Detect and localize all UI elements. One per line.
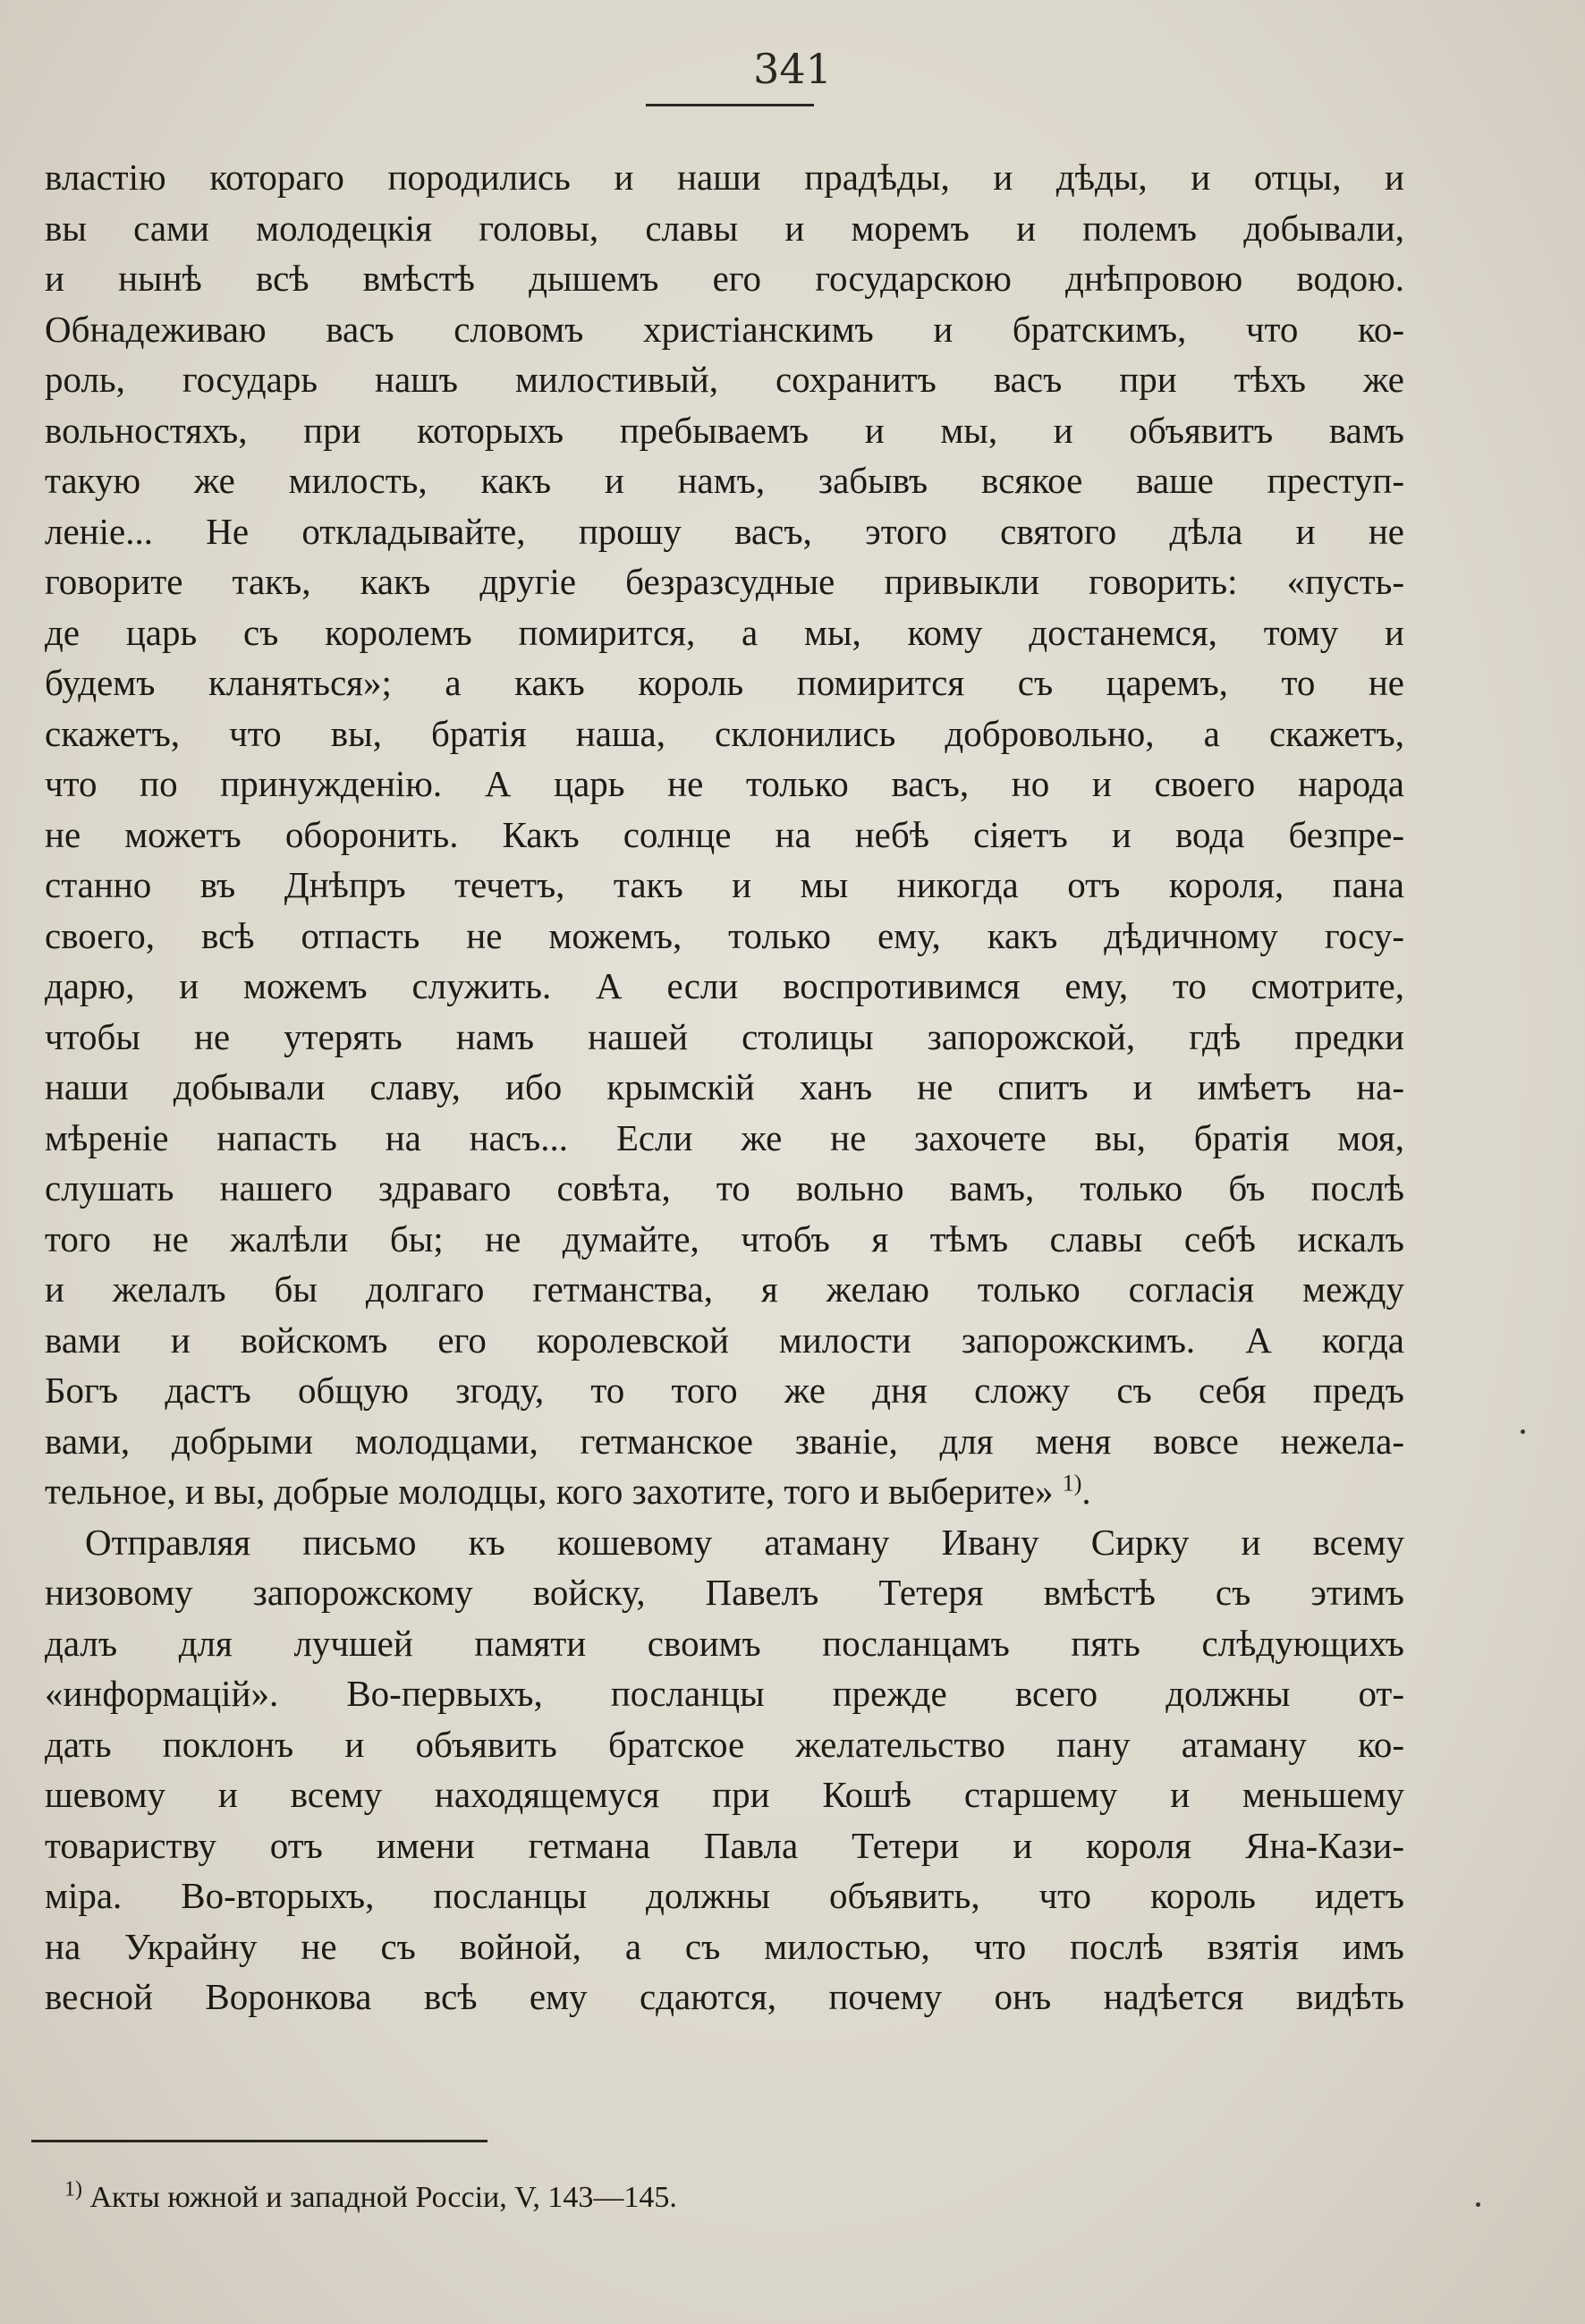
text-line: наши добывали славу, ибо крымскій ханъ не спитъ и имѣетъ на- <box>45 1066 1404 1107</box>
text-line: низовому запорожскому войску, Павелъ Тетеря вмѣстѣ съ этимъ <box>45 1572 1404 1613</box>
text-line: мѣреніе напасть на насъ... Если же не захочете вы, братія моя, <box>45 1116 1404 1158</box>
text-line: и нынѣ всѣ вмѣстѣ дышемъ его государскою днѣпровою водою. <box>45 258 1404 299</box>
text-line: скажетъ, что вы, братія наша, склонились добровольно, а скажетъ, <box>45 712 1404 754</box>
text-line: слушать нашего здраваго совѣта, то вольно вамъ, только бъ послѣ <box>45 1167 1404 1209</box>
text-line: вами, добрыми молодцами, гетманское званіе, для меня вовсе нежела- <box>45 1420 1404 1462</box>
text-line: станно въ Днѣпръ течетъ, такъ и мы никогда отъ короля, пана <box>45 864 1404 905</box>
text-line: не можетъ оборонить. Какъ солнце на небѣ сіяетъ и вода безпре- <box>45 813 1404 855</box>
footnote-rule <box>31 2140 487 2142</box>
text-line-content: тельное, и вы, добрые молодцы, кого захотите, того и выберите» <box>45 1471 1054 1512</box>
text-line: де царь съ королемъ помирится, а мы, кому достанемся, тому и <box>45 611 1404 653</box>
text-line: вами и войскомъ его королевской милости запорожскимъ. А когда <box>45 1319 1404 1361</box>
text-line: Обнадеживаю васъ словомъ христіанскимъ и братскимъ, что ко- <box>45 308 1404 350</box>
body-text <box>45 152 1404 2023</box>
text-line: далъ для лучшей памяти своимъ посланцамъ пять слѣдующихъ <box>45 1622 1404 1664</box>
text-line: шевому и всему находящемуся при Кошѣ старшему и меньшему <box>45 1774 1404 1815</box>
footnote-reference[interactable]: 1) <box>1062 1470 1082 1497</box>
closing-period: . <box>1081 1471 1091 1512</box>
text-line: властію котораго породились и наши прадѣды, и дѣды, и отцы, и <box>45 157 1404 198</box>
text-line: весной Воронкова всѣ ему сдаются, почему онъ надѣется видѣть <box>45 1976 1404 2017</box>
text-line: вольностяхъ, при которыхъ пребываемъ и мы, и объявитъ вамъ <box>45 409 1404 451</box>
text-line-paragraph-start: Отправляя письмо къ кошевому атаману Ивану Сирку и всему <box>85 1521 1404 1563</box>
text-line: что по принужденію. А царь не только васъ, но и своего народа <box>45 763 1404 804</box>
text-line: вы сами молодецкія головы, славы и моремъ и полемъ добывали, <box>45 207 1404 249</box>
text-line: леніе... Не откладывайте, прошу васъ, этого святого дѣла и не <box>45 510 1404 552</box>
text-line: роль, государь нашъ милостивый, сохранитъ васъ при тѣхъ же <box>45 359 1404 400</box>
text-line: дарю, и можемъ служить. А если воспротивимся ему, то смотрите, <box>45 965 1404 1006</box>
text-line: и желалъ бы долгаго гетманства, я желаю только согласія между <box>45 1268 1404 1310</box>
text-line-paragraph-end <box>45 1466 1404 1517</box>
paper-speck <box>1476 2202 1480 2207</box>
text-line: дать поклонъ и объявить братское желательство пану атаману ко- <box>45 1723 1404 1765</box>
page-number-rule <box>646 104 814 106</box>
page-number: 341 <box>753 45 832 93</box>
text-line: того не жалѣли бы; не думайте, чтобъ я тѣмъ славы себѣ искалъ <box>45 1217 1404 1260</box>
text-line: чтобы не утерять намъ нашей столицы запорожской, гдѣ предки <box>45 1015 1404 1057</box>
footnote-text: Акты южной и западной Россіи, V, 143—145. <box>82 2181 677 2214</box>
text-line: своего, всѣ отпасть не можемъ, только ему, какъ дѣдичному госу- <box>45 914 1404 956</box>
footnote-marker: 1) <box>64 2177 82 2201</box>
text-line: Богъ дастъ общую згоду, то того же дня сложу съ себя предъ <box>45 1370 1404 1411</box>
text-line: такую же милость, какъ и намъ, забывъ всякое ваше преступ- <box>45 460 1404 501</box>
footnote <box>64 2178 1317 2218</box>
text-line: міра. Во-вторыхъ, посланцы должны объявить, что король идетъ <box>45 1875 1404 1916</box>
text-line: будемъ кланяться»; а какъ король помирится съ царемъ, то не <box>45 662 1404 703</box>
text-line: товариству отъ имени гетмана Павла Тетери и короля Яна-Кази- <box>45 1824 1404 1866</box>
paper-speck <box>1521 1429 1525 1434</box>
text-line: «информацій». Во-первыхъ, посланцы прежде всего должны от- <box>45 1673 1404 1714</box>
text-line: говорите такъ, какъ другіе безразсудные привыкли говорить: «пусть- <box>45 561 1404 602</box>
text-line: на Украйну не съ войной, а съ милостью, что послѣ взятія имъ <box>45 1925 1404 1967</box>
